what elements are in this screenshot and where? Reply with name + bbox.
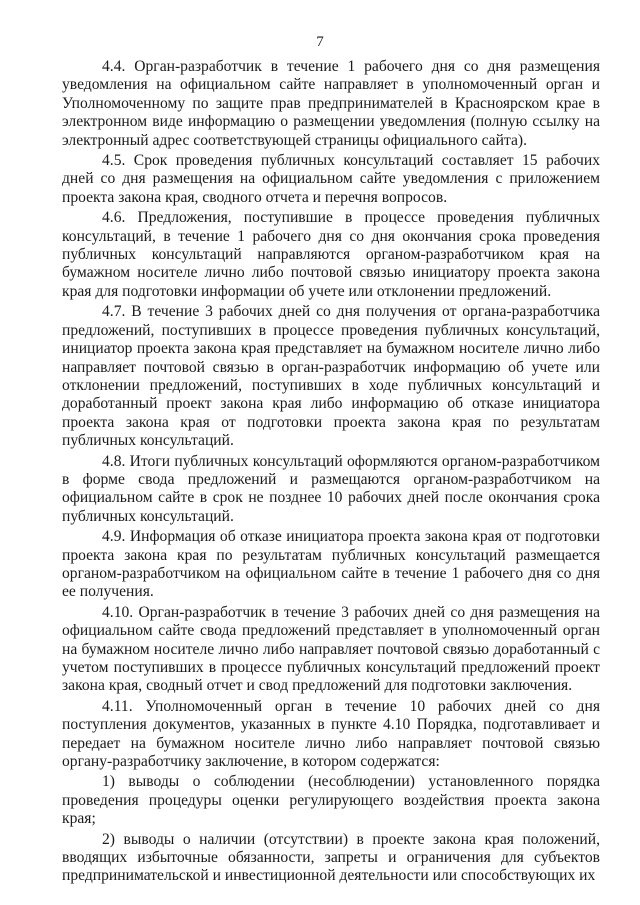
paragraph-4-8: 4.8. Итоги публичных консультаций оформляются органом-разработчиком в форме свода предложений и размещаются органом-разработчиком на официальном сайте в срок не позднее 10 рабочих дней после окончания срока публичных консультаций. xyxy=(62,452,600,525)
paragraph-4-6: 4.6. Предложения, поступившие в процессе проведения публичных консультаций, в течение 1 рабочего дня со дня окончания срока проведения публичных консультаций направляются органом-разработчиком края на бумажном носителе лично либо почтовой связью инициатору проекта закона края для подготовки информации об учете или отклонении предложений. xyxy=(62,209,600,300)
page-number: 7 xyxy=(316,34,324,50)
paragraph-4-10: 4.10. Орган-разработчик в течение 3 рабочих дней со дня размещения на официальном сайте свода предложений представляет в уполномоченный орган на бумажном носителе лично либо направляет почтовой связью доработанный с учетом поступивших в процессе публичных консультаций предложений проект закона края, сводный отчет и свод предложений для подготовки заключения. xyxy=(62,603,600,695)
paragraph-4-7: 4.7. В течение 3 рабочих дней со дня получения от органа-разработчика предложений, поступивших в процессе проведения публичных консультаций, инициатор проекта закона края представляет на бумажном носителе лично либо направляет почтовой связью в орган-разработчик информацию об учете или отклонении предложений, поступивших в ходе публичных консультаций и доработанный проект закона края либо информацию об отказе инициатора проекта закона края от подготовки проекта закона края по результатам публичных консультаций. xyxy=(62,303,600,450)
paragraph-4-11: 4.11. Уполномоченный орган в течение 10 рабочих дней со дня поступления документов, указанных в пункте 4.10 Порядка, подготавливает и передает на бумажном носителе лично либо направляет почтовой связью органу-разработчику заключение, в котором содержатся: xyxy=(62,697,600,771)
document-body xyxy=(62,58,600,888)
list-item-1: 1) выводы о соблюдении (несоблюдении) установленного порядка проведения процедуры оценки регулирующего воздействия проекта закона края; xyxy=(62,773,600,828)
paragraph-4-5: 4.5. Срок проведения публичных консультаций составляет 15 рабочих дней со дня размещения на официальном сайте уведомления с приложением проекта закона края, сводного отчета и перечня вопросов. xyxy=(62,152,600,206)
paragraph-4-9: 4.9. Информация об отказе инициатора проекта закона края от подготовки проекта закона края по результатам публичных консультаций размещается органом-разработчиком на официальном сайте в течение 1 рабочего дня со дня ее получения. xyxy=(62,528,600,601)
list-item-2: 2) выводы о наличии (отсутствии) в проекте закона края положений, вводящих избыточные обязанности, запреты и ограничения для субъектов предпринимательской и инвестиционной деятельности или способствующих их xyxy=(62,830,600,885)
paragraph-4-4: 4.4. Орган-разработчик в течение 1 рабочего дня со дня размещения уведомления на официальном сайте направляет в уполномоченный орган и Уполномоченному по защите прав предпринимателей в Красноярском крае в электронном виде информацию о размещении уведомления (полную ссылку на электронный адрес соответствующей страницы официального сайта). xyxy=(62,58,600,149)
